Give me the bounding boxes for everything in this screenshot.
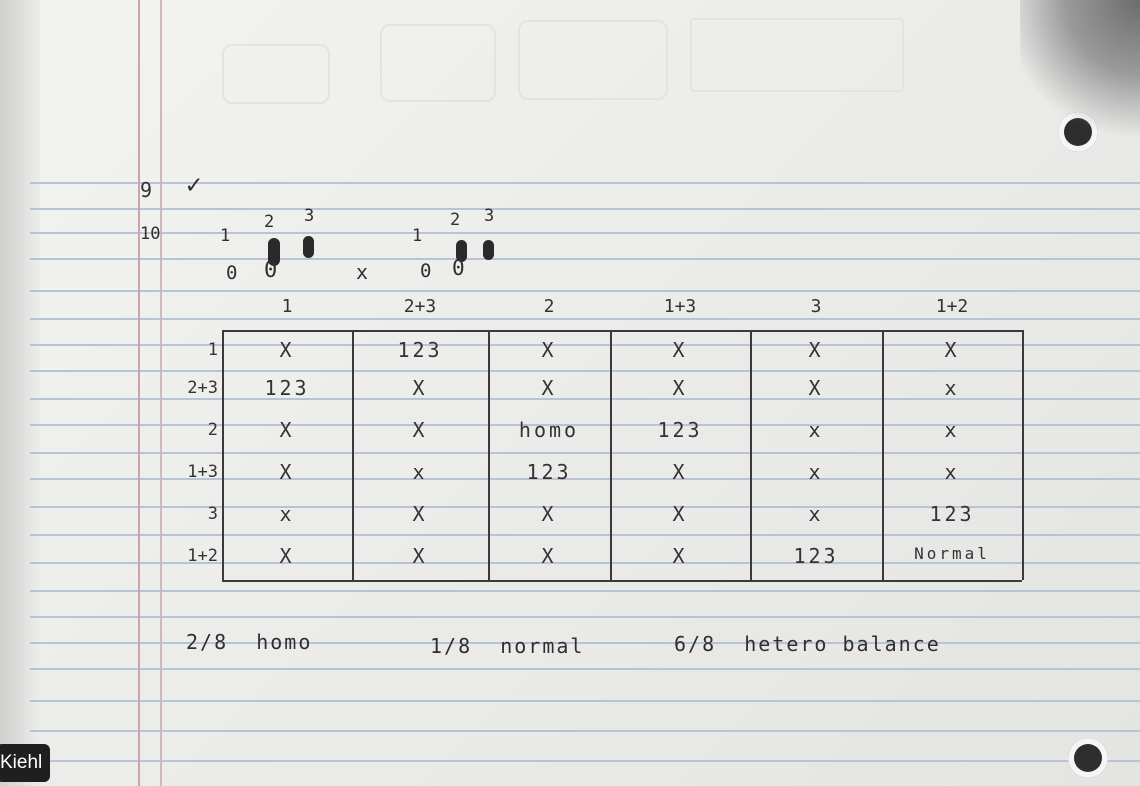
checkmark-icon: ✓ xyxy=(186,170,202,200)
table-cell: x xyxy=(808,418,824,442)
table-grid-line xyxy=(882,330,884,580)
column-header: 2+3 xyxy=(403,296,437,317)
row-header: 3 xyxy=(207,504,218,524)
row-header: 1 xyxy=(207,340,218,360)
rule-line xyxy=(30,452,1140,454)
bleed-through-shape xyxy=(518,20,668,100)
table-cell: X xyxy=(279,338,295,362)
rule-line xyxy=(30,370,1140,372)
table-grid-line xyxy=(488,330,490,580)
chrom-zero-label: 0 xyxy=(420,260,432,282)
cross-symbol: x xyxy=(356,260,369,284)
chrom-label: 1 xyxy=(412,226,423,246)
table-cell: X xyxy=(279,460,295,484)
table-cell: X xyxy=(279,544,295,568)
rule-line xyxy=(30,534,1140,536)
table-grid-line xyxy=(610,330,612,580)
table-grid-line xyxy=(352,330,354,580)
chrom-label: 2 xyxy=(450,210,461,230)
column-header: 1 xyxy=(281,296,293,317)
summary-normal: 1/8 normal xyxy=(430,634,585,658)
table-cell: X xyxy=(672,544,688,568)
rule-line xyxy=(30,616,1140,618)
table-grid-line xyxy=(750,330,752,580)
table-cell: X xyxy=(412,502,428,526)
rule-line xyxy=(30,290,1140,292)
rule-line xyxy=(30,232,1140,234)
table-cell: x xyxy=(412,460,428,484)
table-cell: X xyxy=(412,544,428,568)
table-cell: 123 xyxy=(793,544,839,568)
rule-line xyxy=(30,258,1140,260)
chrom-label: 3 xyxy=(304,206,315,226)
table-cell: X xyxy=(944,338,960,362)
table-cell: Normal xyxy=(914,544,990,563)
table-cell: X xyxy=(808,376,824,400)
chrom-label: 2 xyxy=(264,212,275,232)
rule-line xyxy=(30,730,1140,732)
chrom-zero-label: 0 xyxy=(226,262,238,284)
row-header: 1+2 xyxy=(187,546,218,566)
table-cell: 123 xyxy=(264,376,310,400)
problem-9-number: 9 xyxy=(140,178,153,202)
problem-10-number: 10 xyxy=(140,224,161,244)
table-cell: x xyxy=(944,376,960,400)
bleed-through-shape xyxy=(222,44,330,104)
row-header: 2 xyxy=(207,420,218,440)
table-grid-line xyxy=(222,330,1022,332)
chromosome-3 xyxy=(303,236,314,258)
table-cell: homo xyxy=(518,418,580,442)
table-cell: X xyxy=(672,460,688,484)
bleed-through-shape xyxy=(380,24,496,102)
rule-line xyxy=(30,760,1140,762)
chrom-label: 1 xyxy=(220,226,231,246)
table-grid-line xyxy=(222,580,1022,582)
table-cell: x xyxy=(279,502,295,526)
rule-line xyxy=(30,208,1140,210)
summary-hetero: 6/8 hetero balance xyxy=(674,632,941,656)
table-cell: x xyxy=(944,460,960,484)
column-header: 1+2 xyxy=(935,296,969,317)
column-header: 2 xyxy=(543,296,555,317)
table-grid-line xyxy=(222,330,224,580)
table-cell: X xyxy=(541,502,557,526)
table-cell: x xyxy=(808,502,824,526)
rule-line xyxy=(30,700,1140,702)
summary-homo: 2/8 homo xyxy=(186,630,313,654)
table-cell: X xyxy=(541,544,557,568)
bleed-through-shape xyxy=(690,18,904,92)
row-header: 2+3 xyxy=(187,378,218,398)
row-header: 1+3 xyxy=(187,462,218,482)
table-cell: X xyxy=(672,502,688,526)
chromosome-outline: 0 xyxy=(452,256,465,280)
table-cell: X xyxy=(412,376,428,400)
table-cell: X xyxy=(541,338,557,362)
table-cell: 123 xyxy=(657,418,703,442)
table-cell: X xyxy=(279,418,295,442)
margin-line xyxy=(138,0,140,786)
column-header: 3 xyxy=(810,296,822,317)
page-corner-shadow xyxy=(1020,0,1140,140)
rule-line xyxy=(30,590,1140,592)
participant-name-tag: Kiehl xyxy=(0,744,50,782)
rule-line xyxy=(30,668,1140,670)
table-grid-line xyxy=(1022,330,1024,580)
table-cell: X xyxy=(808,338,824,362)
table-cell: X xyxy=(672,338,688,362)
table-cell: 123 xyxy=(526,460,572,484)
table-cell: 123 xyxy=(397,338,443,362)
table-cell: X xyxy=(672,376,688,400)
binder-hole xyxy=(1068,738,1108,778)
table-cell: x xyxy=(944,418,960,442)
rule-line xyxy=(30,318,1140,320)
column-header: 1+3 xyxy=(663,296,697,317)
table-cell: x xyxy=(808,460,824,484)
chromosome-3 xyxy=(483,240,494,260)
table-cell: X xyxy=(412,418,428,442)
table-cell: 123 xyxy=(929,502,975,526)
chrom-label: 3 xyxy=(484,206,495,226)
table-cell: X xyxy=(541,376,557,400)
chromosome-outline: 0 xyxy=(264,258,278,283)
